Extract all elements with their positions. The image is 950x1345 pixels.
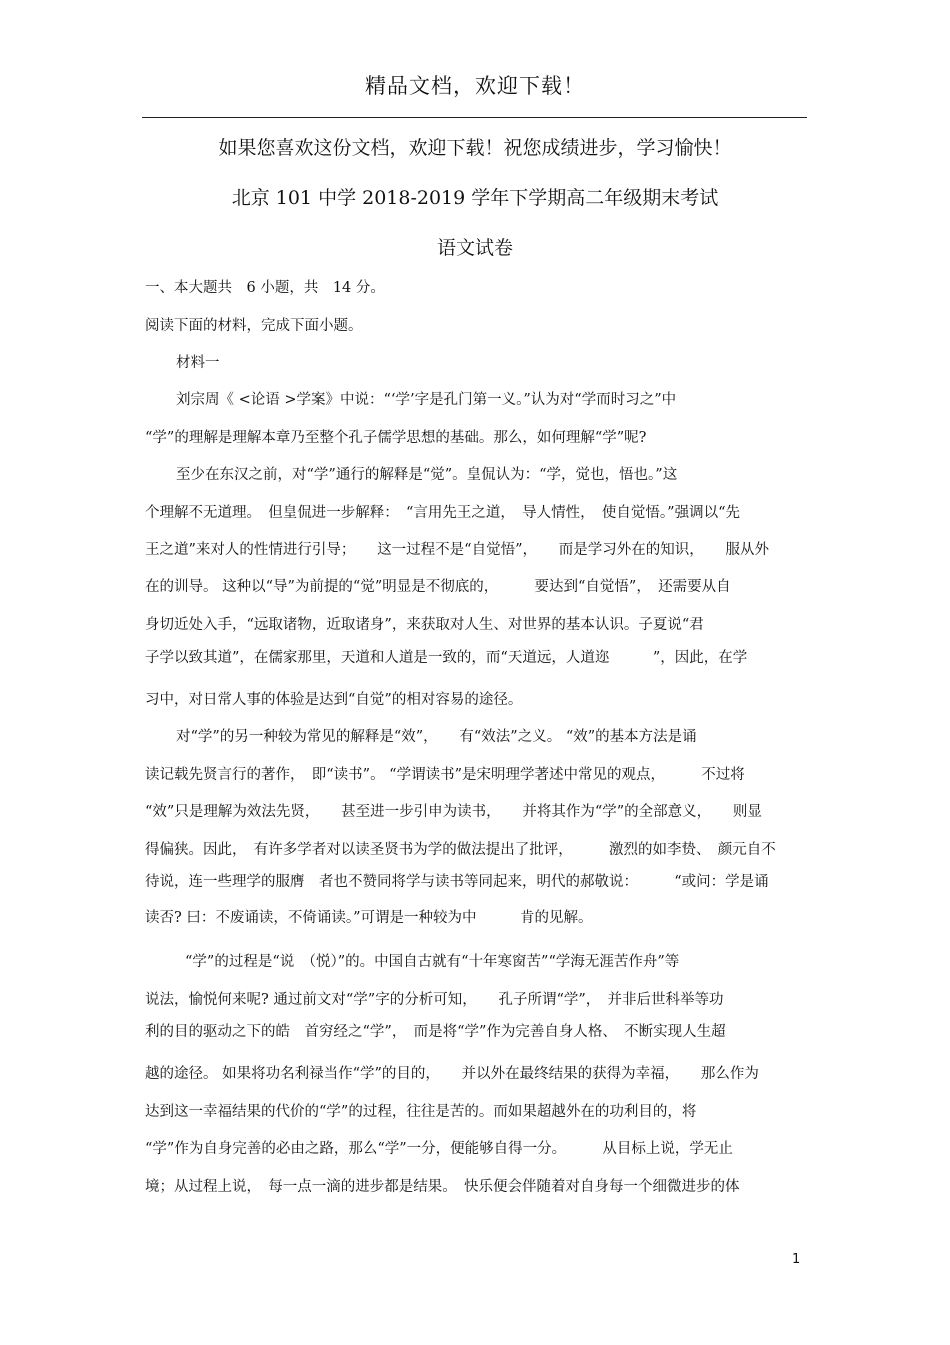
paragraph-line: 读否? 曰：不废诵读，不倚诵读。”可谓是一种较为中 肯的见解。 — [145, 910, 593, 926]
paragraph-line: 说法，愉悦何来呢? 通过前文对“学”字的分析可知， 孔子所谓“学”， 并非后世科举等功 — [145, 992, 724, 1008]
page-number: 1 — [792, 1252, 801, 1267]
paragraph-line: 读记载先贤言行的著作， 即“读书”。 “学谓读书”是宋明理学著述中常见的观点， 不过将 — [145, 767, 745, 783]
paragraph-line: 王之道”来对人的性情进行引导； 这一过程不是“自觉悟”， 而是学习外在的知识， 服从外 — [145, 542, 769, 558]
paragraph-line: 子学以致其道”，在儒家那里，天道和人道是一致的，而“天道远，人道迩 ”，因此，在学 — [145, 650, 748, 666]
header-banner: 精品文档，欢迎下载！ — [365, 74, 585, 98]
paragraph-line: 至少在东汉之前，对“学”通行的解释是“觉”。皇侃认为：“学，觉也，悟也。”这 — [176, 467, 678, 483]
paragraph-line: 个理解不无道理。 但皇侃进一步解释： “言用先王之道， 导人情性， 使自觉悟。”强调以“先 — [145, 505, 740, 521]
paragraph-line: 境；从过程上说， 每一点一滴的进步都是结果。 快乐便会伴随着对自身每一个细微进步的体 — [145, 1179, 740, 1195]
paragraph-line: “学”的过程是“说 （悦）”的。中国自古就有“十年寒窗苦”“学海无涯苦作舟”等 — [185, 954, 680, 970]
paragraph-line: 习中，对日常人事的体验是达到“自觉”的相对容易的途径。 — [145, 692, 523, 708]
paragraph-line: 刘宗周《 <论语 >学案》中说：“‘学’字是孔门第一义。”认为对“学而时习之”中 — [176, 392, 677, 408]
instruction-line: 阅读下面的材料，完成下面小题。 — [145, 318, 363, 334]
paragraph-line: 达到这一幸福结果的代价的“学”的过程，往往是苦的。而如果超越外在的功利目的，将 — [145, 1104, 697, 1120]
paragraph-line: 在的训导。 这种以“导”为前提的“觉”明显是不彻底的， 要达到“自觉悟”， 还需要从自 — [145, 579, 731, 595]
section-heading: 一、本大题共 6 小题，共 14 分。 — [145, 280, 385, 296]
material-label: 材料一 — [176, 355, 220, 371]
greeting-line: 如果您喜欢这份文档，欢迎下载！祝您成绩进步，学习愉快！ — [218, 137, 732, 159]
paragraph-line: 对“学”的另一种较为常见的解释是“效”， 有“效法”之义。 “效”的基本方法是诵 — [176, 729, 697, 745]
paragraph-line: 待说，连一些理学的服膺 者也不赞同将学与读书等同起来，明代的郝敬说： “或问：学是诵 — [145, 874, 769, 890]
paragraph-line: 身切近处入手，“远取诸物，近取诸身”，来获取对人生、对世界的基本认识。子夏说“君 — [145, 617, 704, 633]
paragraph-line: 利的目的驱动之下的皓 首穷经之“学”， 而是将“学”作为完善自身人格、 不断实现人生超 — [145, 1024, 726, 1040]
exam-subtitle: 语文试卷 — [436, 237, 513, 259]
exam-title: 北京 101 中学 2018-2019 学年下学期高二年级期末考试 — [231, 187, 719, 209]
paragraph-line: “学”的理解是理解本章乃至整个孔子儒学思想的基础。那么，如何理解“学”呢? — [145, 430, 647, 446]
paragraph-line: “效”只是理解为效法先贤， 甚至进一步引申为读书， 并将其作为“学”的全部意义， 则显 — [145, 804, 762, 820]
header-divider — [142, 117, 807, 118]
paragraph-line: “学”作为自身完善的必由之路，那么“学”一分，便能够自得一分。 从目标上说，学无止 — [145, 1141, 733, 1157]
paragraph-line: 得偏狭。因此， 有许多学者对以读圣贤书为学的做法提出了批评， 激烈的如李贽、 颜元自不 — [145, 842, 776, 858]
paragraph-line: 越的途径。 如果将功名利禄当作“学”的目的， 并以外在最终结果的获得为幸福， 那么作为 — [145, 1066, 759, 1082]
